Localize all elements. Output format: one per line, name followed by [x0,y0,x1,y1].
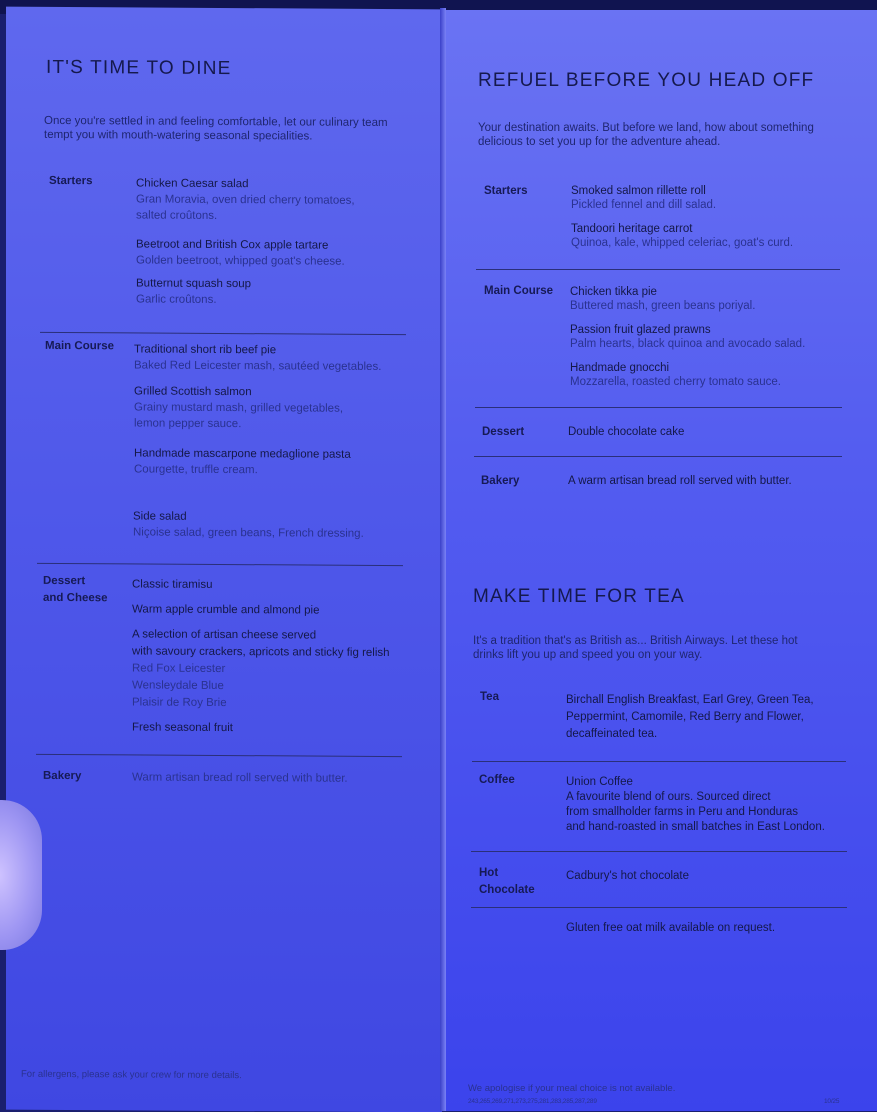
tea-list [566,692,866,743]
item-description: Courgette, truffle cream. [134,463,258,477]
menu-item [568,473,868,489]
coffee-line: Union Coffee [566,776,633,788]
starters-label: Starters [484,185,528,197]
item-description: salted croûtons. [136,209,218,222]
item-name: Double chocolate cake [568,426,685,438]
coffee-line: A favourite blend of ours. Sourced direct [566,791,771,803]
hot-chocolate-label-line2: Chocolate [479,884,535,896]
item-description: Baked Red Leicester mash, sautéed vegetables. [134,359,382,373]
item-name: Smoked salmon rillette roll [571,185,706,197]
item-description: with savoury crackers, apricots and sticky fig relish [132,645,390,660]
left-intro-line2: tempt you with mouth-watering seasonal specialities. [44,128,313,143]
cheese-name: Wensleydale Blue [132,679,224,692]
main-course-label: Main Course [45,339,115,353]
oat-milk-text: Gluten free oat milk available on request. [566,922,776,934]
item-name: Grilled Scottish salmon [134,385,252,399]
menu-item [571,184,861,212]
item-description: lemon pepper sauce. [134,417,242,431]
item-description: Warm artisan bread roll served with butter. [132,771,348,785]
item-name: Beetroot and British Cox apple tartare [136,238,329,252]
left-intro [44,114,434,144]
divider [471,851,847,852]
menu-item [570,285,865,313]
menu-item [136,175,426,225]
menu-item [132,576,432,594]
item-description: Gran Moravia, oven dried cherry tomatoes, [136,193,355,207]
menu-item [566,868,866,884]
item-description: Niçoise salad, green beans, French dressing. [133,526,364,540]
allergen-footer: For allergens, please ask your crew for more details. [21,1068,242,1082]
item-name: A selection of artisan cheese served [132,628,317,642]
tea-section-title: MAKE TIME FOR TEA [473,586,685,607]
tea-intro-line1: It's a tradition that's as British as... British Airways. Let these hot [473,635,798,647]
item-description: Garlic croûtons. [136,293,217,306]
divider [36,754,402,757]
oat-milk-note [566,920,866,936]
item-name: Side salad [133,510,187,523]
menu-item [132,601,432,619]
menu-item [134,445,434,479]
item-name: Butternut squash soup [136,277,252,291]
item-name: Classic tiramisu [132,578,213,591]
bakery-label: Bakery [43,769,82,783]
item-description: Pickled fennel and dill salad. [571,199,717,211]
dessert-label-line2: and Cheese [43,591,108,605]
menu-item [568,424,863,440]
item-name: Fresh seasonal fruit [132,721,233,735]
menu-item-cheese [132,626,432,713]
tea-line: Birchall English Breakfast, Earl Grey, Green Tea, [566,694,814,706]
main-course-label: Main Course [484,285,554,297]
thumb [0,800,42,950]
right-intro-line2: delicious to set you up for the adventure ahead. [478,136,721,148]
item-description: Golden beetroot, whipped goat's cheese. [136,254,345,268]
hot-chocolate-label-line1: Hot [479,867,499,879]
menu-item [134,341,434,375]
menu-item [136,275,426,309]
menu-item [571,222,861,250]
divider [472,761,846,762]
tea-label: Tea [480,691,499,703]
left-menu-page [6,7,442,1112]
item-name: Passion fruit glazed prawns [570,324,711,336]
dessert-cheese-label [43,573,108,607]
item-description: Mozzarella, roasted cherry tomato sauce. [570,376,781,388]
dessert-label: Dessert [482,426,525,438]
item-description: A warm artisan bread roll served with butter. [568,475,792,487]
left-intro-line1: Once you're settled in and feeling comfortable, let our culinary team [44,114,388,129]
divider [475,407,842,408]
page-number: 10/25 [824,1098,840,1105]
menu-item [134,383,434,433]
item-name: Handmade mascarpone medaglione pasta [134,447,351,461]
divider [37,563,403,566]
divider [40,332,406,335]
menu-item [132,769,432,787]
item-name: Cadbury's hot chocolate [566,870,690,882]
menu-item [136,236,426,270]
menu-item [570,323,865,351]
right-menu-page [446,10,877,1111]
divider [474,456,842,457]
item-name: Tandoori heritage carrot [571,223,693,235]
cheese-name: Red Fox Leicester [132,662,226,676]
menu-item [570,361,865,389]
item-name: Handmade gnocchi [570,362,670,374]
menu-item [132,719,432,737]
item-description: Quinoa, kale, whipped celeriac, goat's curd. [571,237,794,249]
cheese-name: Plaisir de Roy Brie [132,696,227,710]
coffee-line: from smallholder farms in Peru and Honduras [566,806,799,818]
right-intro-line1: Your destination awaits. But before we land, how about something [478,122,814,134]
tea-line: Peppermint, Camomile, Red Berry and Flower, [566,711,804,723]
item-description: Grainy mustard mash, grilled vegetables, [134,401,344,415]
item-name: Traditional short rib beef pie [134,343,277,357]
meal-choice-footer: We apologise if your meal choice is not available. [468,1083,676,1094]
divider [471,907,847,908]
coffee-description [566,775,866,835]
item-description: Palm hearts, black quinoa and avocado salad. [570,338,806,350]
item-name: Warm apple crumble and almond pie [132,603,320,617]
right-page-title: REFUEL BEFORE YOU HEAD OFF [478,70,815,91]
dessert-label-line1: Dessert [43,574,86,588]
divider [476,269,840,270]
item-name: Chicken Caesar salad [136,177,249,191]
left-page-title: IT'S TIME TO DINE [46,56,232,80]
coffee-label: Coffee [479,774,515,786]
menu-codes: 243,265,269,271,273,275,281,283,285,287,289 [468,1098,597,1105]
right-intro [478,121,858,149]
tea-line: decaffeinated tea. [566,728,658,740]
hot-chocolate-label [479,865,535,899]
starters-label: Starters [49,174,93,188]
item-name: Chicken tikka pie [570,286,657,298]
item-description: Buttered mash, green beans poriyal. [570,300,756,312]
menu-item [133,508,433,542]
tea-intro-line2: drinks lift you up and speed you on your way. [473,649,703,661]
tea-intro [473,634,863,662]
bakery-label: Bakery [481,475,520,487]
coffee-line: and hand-roasted in small batches in East London. [566,821,825,833]
